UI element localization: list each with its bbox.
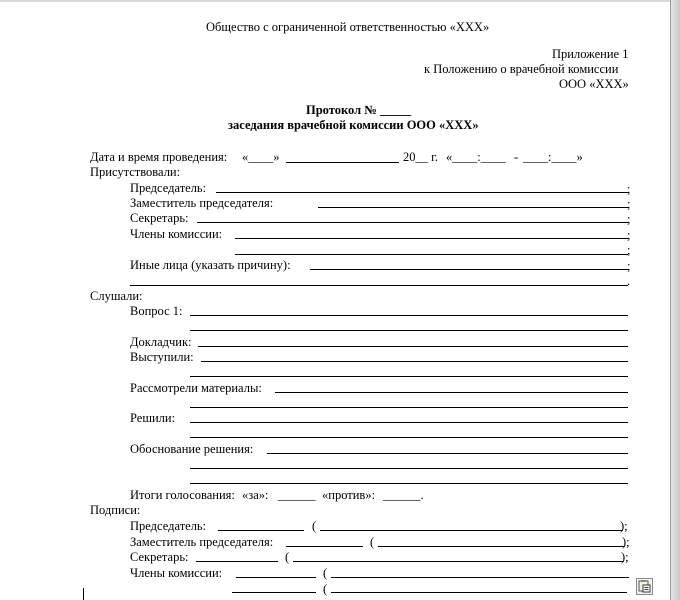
- question-line-1[interactable]: [190, 315, 628, 316]
- speaker-label: Докладчик:: [130, 335, 192, 349]
- open-paren: (: [370, 535, 375, 549]
- members-label: Члены комиссии:: [130, 227, 223, 241]
- open-paren: (: [323, 582, 328, 596]
- semicolon: ;: [627, 259, 631, 273]
- signatures-heading: Подписи:: [90, 503, 141, 517]
- vote-against-field[interactable]: ______.: [383, 488, 424, 502]
- present-heading: Присутствовали:: [90, 165, 181, 179]
- regulation-reference: к Положению о врачебной комиссии: [424, 62, 619, 76]
- sign-chairman-signature-line[interactable]: [218, 530, 304, 531]
- vote-for-field[interactable]: ______: [278, 488, 316, 502]
- question-label: Вопрос 1:: [130, 304, 183, 318]
- chairman-label: Председатель:: [130, 181, 207, 195]
- secretary-label: Секретарь:: [130, 211, 189, 225]
- members-line-2[interactable]: [235, 254, 628, 255]
- date-year-field[interactable]: 20__ г.: [403, 150, 438, 164]
- semicolon: ;: [627, 212, 631, 226]
- protocol-title: Протокол № _____: [306, 103, 412, 117]
- sign-members-name-line-2[interactable]: [331, 592, 627, 593]
- materials-label: Рассмотрели материалы:: [130, 381, 262, 395]
- vertical-scrollbar[interactable]: [670, 0, 680, 600]
- justification-line-1[interactable]: [267, 453, 628, 454]
- justification-line-2[interactable]: [190, 468, 628, 469]
- justification-line-3[interactable]: [190, 483, 628, 484]
- date-time-label: Дата и время проведения:: [90, 150, 228, 164]
- spoke-line-2[interactable]: [190, 376, 628, 377]
- appendix-label: Приложение 1: [552, 47, 629, 61]
- window-top-edge: [0, 0, 680, 2]
- justification-label: Обоснование решения:: [130, 442, 254, 456]
- materials-line-2[interactable]: [190, 407, 628, 408]
- close-paren: );: [622, 535, 630, 549]
- paste-options-icon[interactable]: [636, 578, 653, 595]
- open-paren: (: [312, 519, 317, 533]
- secretary-line[interactable]: [197, 222, 628, 223]
- sign-members-label: Члены комиссии:: [130, 566, 223, 580]
- text-cursor: [83, 588, 84, 600]
- members-line-1[interactable]: [235, 238, 628, 239]
- meeting-title: заседания врачебной комиссии ООО «ХХХ»: [228, 118, 479, 132]
- speaker-line[interactable]: [198, 346, 628, 347]
- spoke-label: Выступили:: [130, 350, 194, 364]
- semicolon: ;: [627, 228, 631, 242]
- deputy-line[interactable]: [318, 207, 628, 208]
- sign-chairman-label: Председатель:: [130, 519, 207, 533]
- sign-deputy-label: Заместитель председателя:: [130, 535, 274, 549]
- time-from-field[interactable]: «____:____: [446, 150, 506, 164]
- close-paren: );: [620, 519, 628, 533]
- chairman-line[interactable]: [216, 192, 628, 193]
- semicolon: ;: [627, 197, 631, 211]
- decided-line-2[interactable]: [190, 437, 628, 438]
- other-persons-line-1[interactable]: [310, 269, 628, 270]
- other-persons-line-2[interactable]: [130, 285, 628, 286]
- sign-members-signature-line-1[interactable]: [236, 577, 316, 578]
- sign-secretary-name-line[interactable]: [293, 561, 623, 562]
- heard-heading: Слушали:: [90, 289, 143, 303]
- sign-secretary-label: Секретарь:: [130, 550, 189, 564]
- vote-results-label: Итоги голосования:: [130, 488, 235, 502]
- sign-members-signature-line-2[interactable]: [232, 592, 316, 593]
- vote-for-label: «за»:: [242, 488, 269, 502]
- semicolon: ;: [627, 182, 631, 196]
- materials-line-1[interactable]: [275, 392, 628, 393]
- sign-chairman-name-line[interactable]: [320, 530, 622, 531]
- sign-secretary-signature-line[interactable]: [196, 561, 278, 562]
- deputy-label: Заместитель председателя:: [130, 196, 274, 210]
- time-to-field[interactable]: ____:____»: [523, 150, 583, 164]
- sign-deputy-signature-line[interactable]: [286, 546, 363, 547]
- time-dash: -: [514, 150, 519, 164]
- close-paren: );: [621, 550, 629, 564]
- vote-against-label: «против»:: [322, 488, 376, 502]
- question-line-2[interactable]: [190, 330, 628, 331]
- decided-label: Решили:: [130, 411, 176, 425]
- period: .: [627, 274, 631, 288]
- sign-deputy-name-line[interactable]: [378, 546, 624, 547]
- open-paren: (: [285, 550, 290, 564]
- sign-members-name-line-1[interactable]: [331, 577, 629, 578]
- date-month-line[interactable]: [286, 162, 399, 163]
- organization-name: Общество с ограниченной ответственностью «ХХХ»: [206, 20, 490, 34]
- other-persons-label: Иные лица (указать причину):: [130, 258, 291, 272]
- date-day-field[interactable]: «____»: [242, 150, 280, 164]
- spoke-line-1[interactable]: [201, 361, 628, 362]
- open-paren: (: [323, 566, 328, 580]
- decided-line-1[interactable]: [190, 422, 628, 423]
- company-name: ООО «ХХХ»: [559, 77, 629, 91]
- semicolon: ;: [627, 243, 631, 257]
